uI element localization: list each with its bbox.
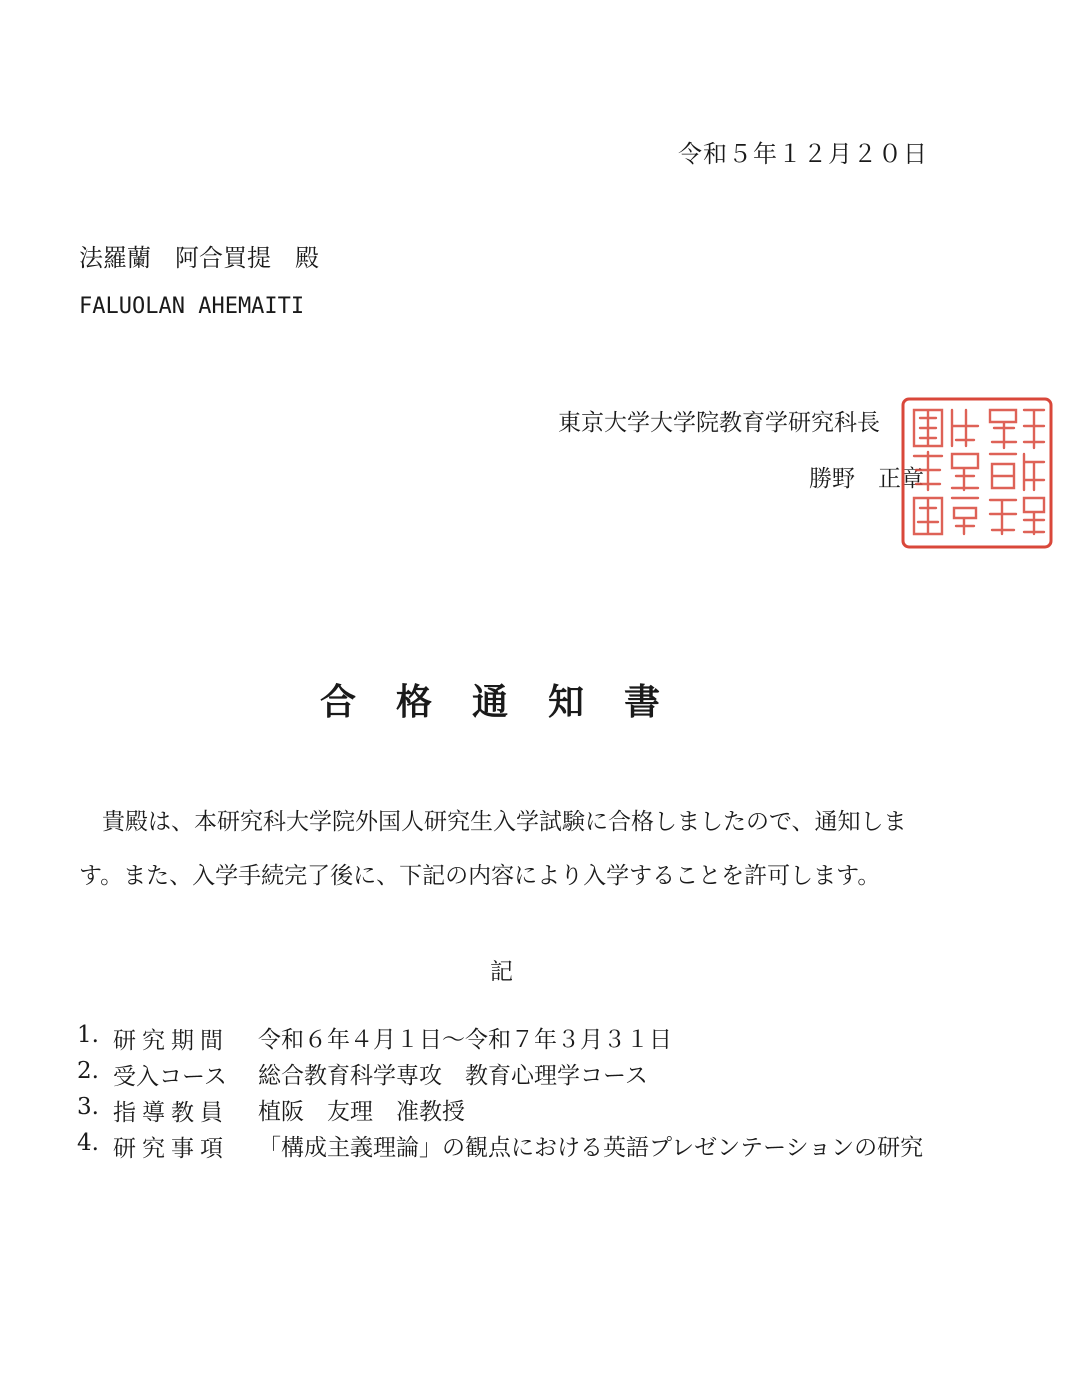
item-value: 令和６年４月１日～令和７年３月３１日 xyxy=(258,1027,672,1053)
ki-heading: 記 xyxy=(490,959,513,985)
sender-organization: 東京大学大学院教育学研究科長 xyxy=(558,410,880,436)
sender-name: 勝野 正章 xyxy=(809,466,924,492)
list-item xyxy=(77,1130,937,1210)
item-number: 4. xyxy=(77,1130,99,1156)
item-label: 研究事項 xyxy=(113,1136,229,1162)
item-number: 3. xyxy=(77,1094,99,1120)
list-item xyxy=(77,1058,937,1094)
notice-body: 貴殿は、本研究科大学院外国人研究生入学試験に合格しましたので、通知します。また、入学手続完了後に、下記の内容により入学することを許可します。 xyxy=(79,809,907,889)
list-item xyxy=(77,1022,937,1058)
official-seal-icon xyxy=(900,396,1054,550)
item-value: 「構成主義理論」の観点における英語プレゼンテーションの研究 xyxy=(258,1135,924,1161)
item-number: 2. xyxy=(77,1058,99,1084)
addressee-name-en: FALUOLAN AHEMAITI xyxy=(79,294,305,319)
item-label: 受入コース xyxy=(113,1064,227,1090)
item-number: 1. xyxy=(77,1022,99,1048)
addressee-name-ja: 法羅蘭 阿合買提 殿 xyxy=(79,244,319,272)
details-list xyxy=(77,1022,937,1210)
list-item xyxy=(77,1094,937,1130)
issue-date: 令和５年１２月２０日 xyxy=(678,140,928,168)
document-title: 合格通知書 xyxy=(319,681,700,723)
item-label: 研究期間 xyxy=(113,1028,229,1054)
item-value: 総合教育科学専攻 教育心理学コース xyxy=(258,1063,648,1089)
item-value: 植阪 友理 准教授 xyxy=(258,1099,465,1125)
item-label: 指導教員 xyxy=(113,1100,229,1126)
